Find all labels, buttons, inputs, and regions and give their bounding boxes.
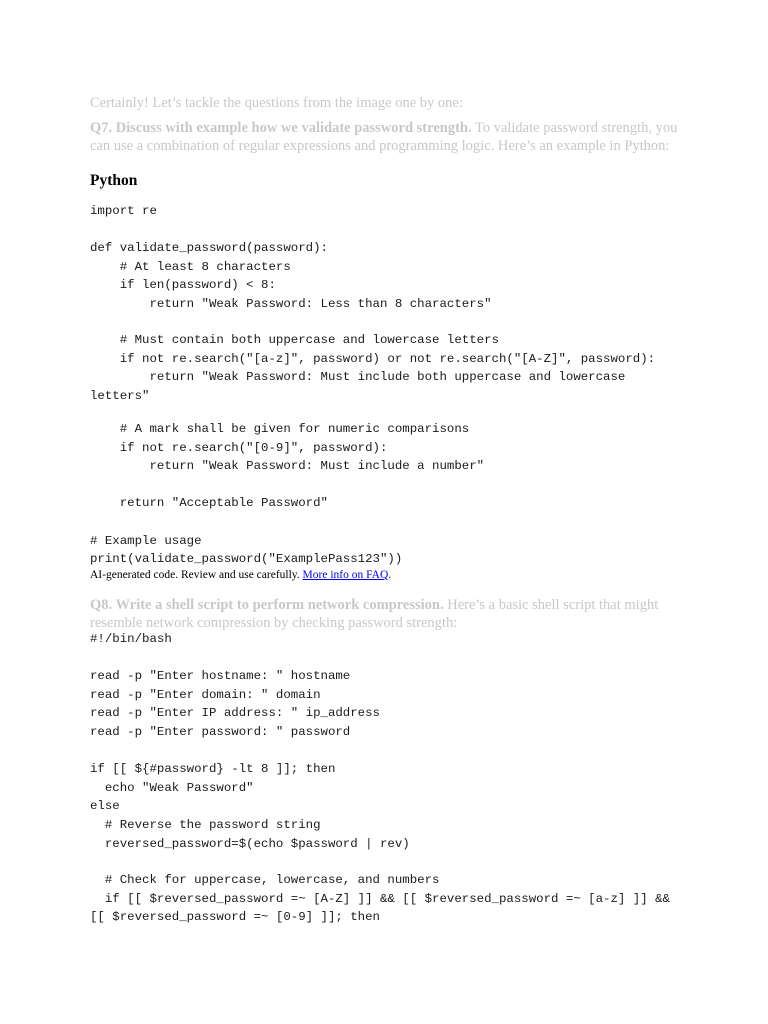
shell-code-block-part1: #!/bin/bash read -p "Enter hostname: " hostname read -p "Enter domain: " domain read -p "Enter IP address: " ip_address read -p "Enter password: " password if [[ ${#password} -lt 8 ]]; then echo "Weak Password" else # Reverse the password string reversed_password=$(echo $password | rev) [90,632,410,851]
shell-code-block-part2: # Check for uppercase, lowercase, and numbers if [[ $reversed_password =~ [A-Z] ]] && [[ $reversed_password =~ [a-z] ]] && [[ $reversed_password =~ [0-9] ]]; then [90,873,670,925]
q7-heading: Q7. Discuss with example how we validate password strength. [90,120,472,136]
intro-text: Certainly! Let’s tackle the questions from the image one by one: [90,95,463,111]
q8-heading: Q8. Write a shell script to perform network compression. [90,597,444,613]
python-code-block-part1: import re def validate_password(password): # At least 8 characters if len(password) < 8: return "Weak Password: Less than 8 characters" [90,204,492,311]
q7-body: To validate password strength, you can use a combination of regular expressions and programming logic. Here’s an example in Python: [90,120,678,154]
faq-link[interactable]: More info on FAQ [302,569,389,581]
ai-generated-note [90,569,391,581]
code-language-label: Python [90,172,138,189]
q8-body: Here’s a basic shell script that might resemble network compression by checking password strength: [90,597,659,631]
q7-paragraph [90,120,690,155]
python-code-block-part3: # A mark shall be given for numeric comparisons if not re.search("[0-9]", password): return "Weak Password: Must include a number" return "Acceptable Password" # Example usage print(validate_password("ExamplePass123")) [90,422,485,567]
ai-note-text: AI-generated code. Review and use carefully. [90,569,300,581]
ai-note-suffix: . [388,569,392,581]
q8-paragraph [90,597,690,632]
python-code-block-part2: # Must contain both uppercase and lowercase letters if not re.search("[a-z]", password) or not re.search("[A-Z]", password): return "Weak Password: Must include both uppercase and lowercase letters" [90,333,656,403]
